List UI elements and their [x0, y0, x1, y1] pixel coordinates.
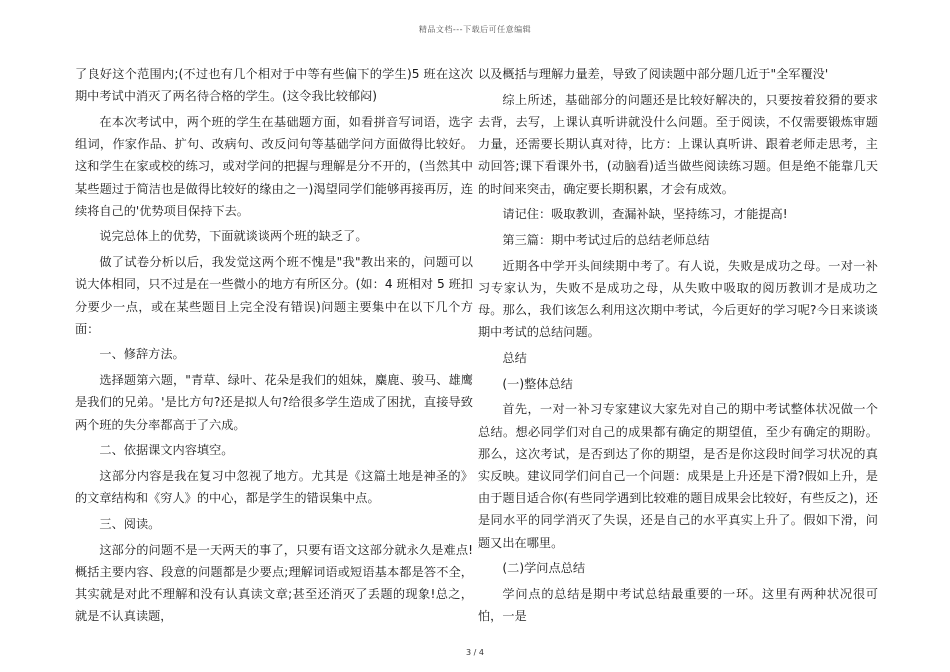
right-column: [478, 63, 878, 631]
paragraph: 首先，一对一补习专家建议大家先对自己的期中考试整体状况做一个总结。想必同学们对自己的成果都有确定的期望值，至少有确定的期盼。那么，这次考试，是否到达了你的期望，是否是你这段时间学习状况的真实反映。建议同学们问自己一个问题：成果是上升还是下滑?假如上升，是由于题目适合你(有些同学遇到比较难的题目成果会比较好，有些反之)，还是同水平的同学消灭了失误，还是自己的水平真实上升了。假如下滑，问题又出在哪里。: [478, 402, 878, 550]
paragraph: 三、阅读。: [99, 516, 161, 531]
paragraph: 二、依据课文内容填空。: [99, 443, 234, 458]
paragraph: 这部分内容是我在复习中忽视了地方。尤其是《这篇土地是神圣的》的文章结构和《穷人》的中心，都是学生的错误集中点。: [75, 468, 473, 506]
paragraph: 以及概括与理解力量差，导致了阅读题中部分题几近于"全军覆没': [478, 67, 829, 81]
paragraph: 这部分的问题不是一天两天的事了，只要有语文这部分就永久是难点!概括主要内容、段意的问题都是少要点;理解词语或短语基本都是答不全，其实就是对此不理解和没有认真读文章;甚至还消灭了丢题的现象!总之，就是不认真读题，: [75, 542, 473, 624]
paragraph: 选择题第六题，"青草、绿叶、花朵是我们的姐妹，麋鹿、骏马、雄鹰是我们的兄弟。'是比方句?还是拟人句?给很多学生造成了困扰，直接导致两个班的失分率都高于了六成。: [75, 373, 473, 432]
paragraph: 了良好这个范围内;(不过也有几个相对于中等有些偏下的学生)5 班在这次期中考试中消灭了两名待合格的学生。(这令我比较郁闷): [75, 67, 473, 104]
paragraph: 做了试卷分析以后，我发觉这两个班不愧是"我"教出来的，问题可以说大体相同，只不过是在一些微小的地方有所区分。(如：4 班相对 5 班扣分要少一点，或在某些题目上完全没有错误)问题主要集中在以下几个方面：: [75, 255, 473, 336]
paragraph: 在本次考试中，两个班的学生在基础题方面，如看拼音写词语，选字组词，作家作品、扩句、改病句、改反问句等基础学问方面做得比较好。这和学生在家或校的练习，或对学问的把握与理解是分不开的，(当然其中某些题过于简洁也是做得比较好的缘由之一)渴望同学们能够再接再厉，连续将自己的'优势项目保持下去。: [75, 114, 473, 218]
paragraph: 学问点的总结是期中考试总结最重要的一环。这里有两种状况很可怕，一是: [478, 586, 878, 624]
paragraph: 总结: [502, 350, 527, 365]
paragraph: 请记住：吸取教训，查漏补缺，坚持练习，才能提高!: [502, 207, 788, 222]
paragraph: (二)学问点总结: [502, 561, 586, 576]
paragraph: 说完总体上的优势，下面就谈谈两个班的缺乏了。: [99, 229, 368, 244]
paragraph: 第三篇：期中考试过后的总结老师总结: [502, 232, 710, 247]
paragraph: 近期各中学开头间续期中考了。有人说，失败是成功之母。一对一补习专家认为，失败不是成功之母，从失败中吸取的阅历教训才是成功之母。那么，我们该怎么利用这次期中考试，今后更好的学习呢?今日来谈谈期中考试的总结问题。: [478, 258, 878, 340]
paragraph: 综上所述，基础部分的问题还是比较好解决的，只要按着狡猾的要求去背，去写，上课认真听讲就没什么问题。至于阅读，不仅需要锻炼审题力量，还需要长期认真对待，比方：上课认真听讲、跟着老师走思考，主动回答;课下看课外书，(动脑看)适当做些阅读练习题。但是绝不能靠几天的时间来突击，确定要长期积累，才会有成效。: [478, 92, 878, 196]
left-column: [75, 63, 473, 631]
page-header: 精品文档---下载后可任意编辑: [418, 25, 532, 34]
paragraph: (一)整体总结: [502, 376, 573, 391]
page-number: 3 / 4: [466, 648, 484, 657]
paragraph: 一、修辞方法。: [99, 347, 185, 362]
